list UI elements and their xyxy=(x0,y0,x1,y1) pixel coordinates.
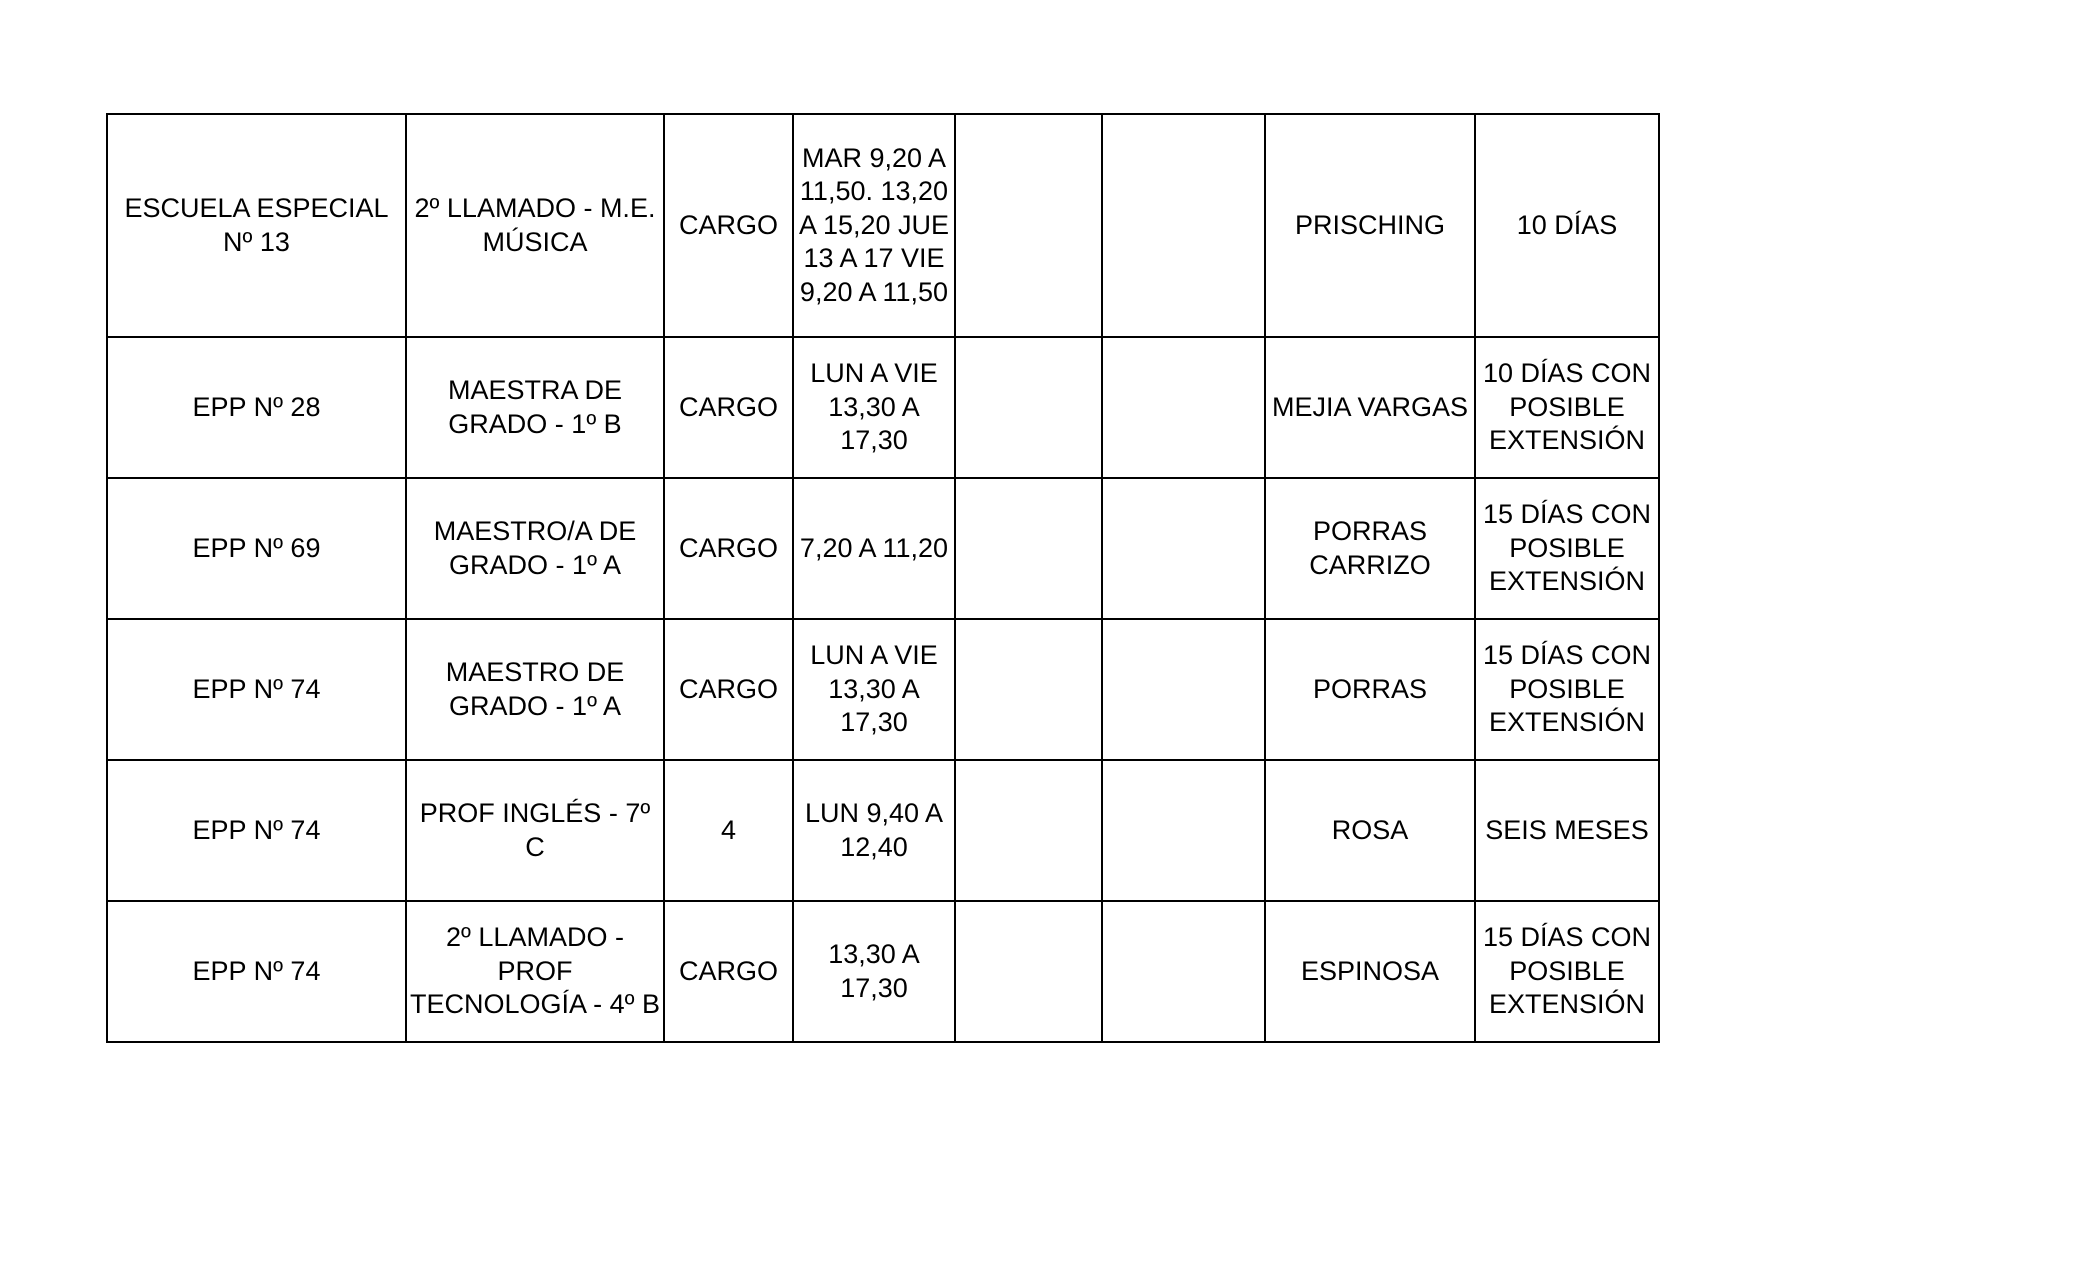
type-cell: CARGO xyxy=(664,478,793,619)
school-cell: EPP Nº 74 xyxy=(107,619,406,760)
name-cell: PORRAS xyxy=(1265,619,1475,760)
position-cell: MAESTRO/A DE GRADO - 1º A xyxy=(406,478,664,619)
name-cell: PORRAS CARRIZO xyxy=(1265,478,1475,619)
type-cell: CARGO xyxy=(664,337,793,478)
table-row xyxy=(107,619,1659,760)
empty-cell xyxy=(1102,478,1265,619)
table-row xyxy=(107,114,1659,337)
position-cell: 2º LLAMADO - PROF TECNOLOGÍA - 4º B xyxy=(406,901,664,1042)
school-cell: ESCUELA ESPECIAL Nº 13 xyxy=(107,114,406,337)
empty-cell xyxy=(955,337,1102,478)
table-row xyxy=(107,901,1659,1042)
empty-cell xyxy=(955,760,1102,901)
schedule-table xyxy=(106,113,1660,1043)
name-cell: MEJIA VARGAS xyxy=(1265,337,1475,478)
duration-cell: 10 DÍAS xyxy=(1475,114,1659,337)
table-row xyxy=(107,478,1659,619)
duration-cell: 15 DÍAS CON POSIBLE EXTENSIÓN xyxy=(1475,619,1659,760)
school-cell: EPP Nº 69 xyxy=(107,478,406,619)
duration-cell: 15 DÍAS CON POSIBLE EXTENSIÓN xyxy=(1475,901,1659,1042)
name-cell: ESPINOSA xyxy=(1265,901,1475,1042)
school-cell: EPP Nº 74 xyxy=(107,760,406,901)
schedule-cell: LUN 9,40 A 12,40 xyxy=(793,760,955,901)
type-cell: CARGO xyxy=(664,901,793,1042)
duration-cell: SEIS MESES xyxy=(1475,760,1659,901)
position-cell: MAESTRO DE GRADO - 1º A xyxy=(406,619,664,760)
type-cell: 4 xyxy=(664,760,793,901)
schedule-cell: LUN A VIE 13,30 A 17,30 xyxy=(793,619,955,760)
duration-cell: 10 DÍAS CON POSIBLE EXTENSIÓN xyxy=(1475,337,1659,478)
table-row xyxy=(107,337,1659,478)
position-cell: PROF INGLÉS - 7º C xyxy=(406,760,664,901)
empty-cell xyxy=(1102,619,1265,760)
schedule-cell: MAR 9,20 A 11,50. 13,20 A 15,20 JUE 13 A 17 VIE 9,20 A 11,50 xyxy=(793,114,955,337)
name-cell: PRISCHING xyxy=(1265,114,1475,337)
table-row xyxy=(107,760,1659,901)
type-cell: CARGO xyxy=(664,114,793,337)
empty-cell xyxy=(955,478,1102,619)
school-cell: EPP Nº 74 xyxy=(107,901,406,1042)
duration-cell: 15 DÍAS CON POSIBLE EXTENSIÓN xyxy=(1475,478,1659,619)
schedule-cell: 7,20 A 11,20 xyxy=(793,478,955,619)
schedule-cell: LUN A VIE 13,30 A 17,30 xyxy=(793,337,955,478)
schedule-cell: 13,30 A 17,30 xyxy=(793,901,955,1042)
name-cell: ROSA xyxy=(1265,760,1475,901)
empty-cell xyxy=(1102,901,1265,1042)
school-cell: EPP Nº 28 xyxy=(107,337,406,478)
empty-cell xyxy=(955,619,1102,760)
empty-cell xyxy=(1102,337,1265,478)
position-cell: MAESTRA DE GRADO - 1º B xyxy=(406,337,664,478)
type-cell: CARGO xyxy=(664,619,793,760)
empty-cell xyxy=(955,901,1102,1042)
position-cell: 2º LLAMADO - M.E. MÚSICA xyxy=(406,114,664,337)
empty-cell xyxy=(955,114,1102,337)
empty-cell xyxy=(1102,760,1265,901)
empty-cell xyxy=(1102,114,1265,337)
